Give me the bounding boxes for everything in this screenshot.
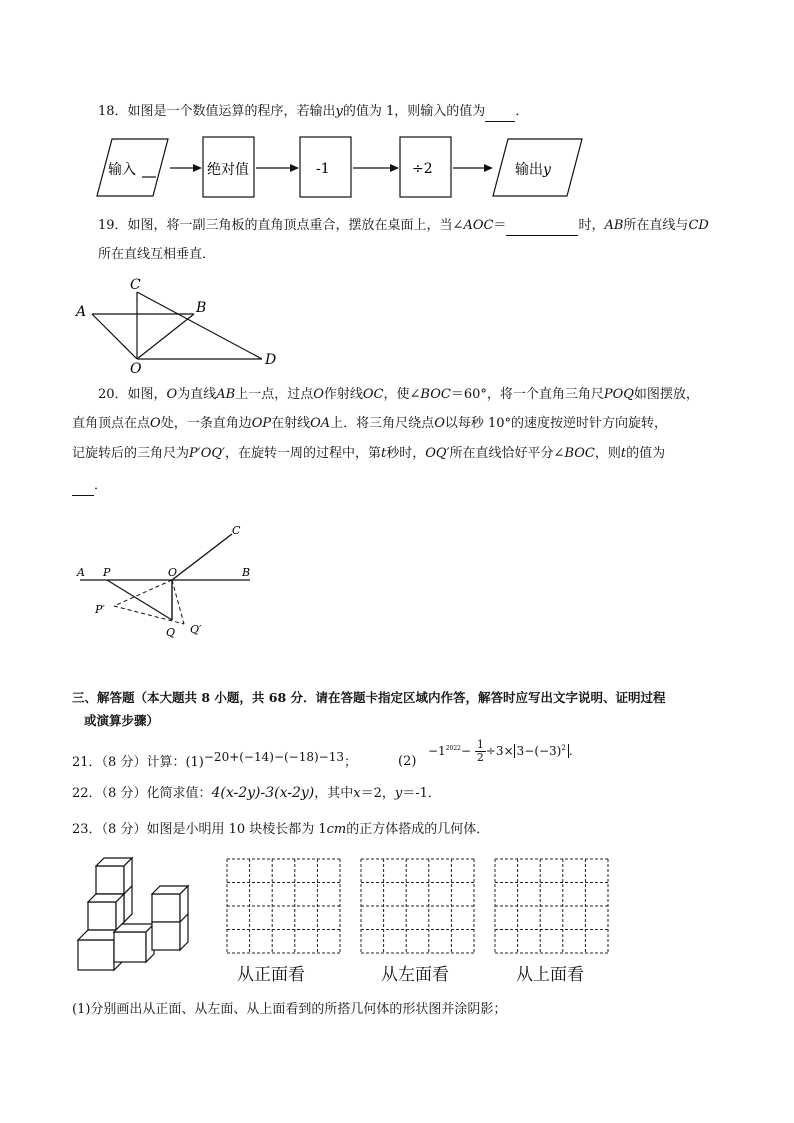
- caption-top-view: 从上面看: [516, 965, 584, 985]
- q20-line3: 记旋转后的三角尺为P′OQ′，在旋转一周的过程中，第t秒时，OQ′所在直线恰好平分∠BOC，则t的值为: [72, 446, 666, 461]
- q18-text: 18．如图是一个数值运算的程序，若输出y的值为 1，则输入的值为 ．: [98, 102, 528, 122]
- q21-expr2: $-1^{2022}-$ $\frac{1}{2}$ $\div 3\times 3-(-3)^2$ .: [428, 738, 573, 764]
- section3-heading: 三、解答题（本大题共 8 小题，共 68 分．请在答题卡指定区域内作答，解答时应写出文字说明、证明过程: [72, 690, 666, 705]
- q22-text: 22．（8 分）化简求值：4(x-2y)-3(x-2y)，其中x＝2，y＝-1．: [72, 785, 441, 801]
- q20-line2: 直角顶点在点O处，一条直角边OP在射线OA上．将三角尺绕点O以每秒 10°的速度按逆时针方向旋转，: [72, 416, 668, 431]
- q23-sub1: (1)分别画出从正面、从左面、从上面看到的所搭几何体的形状图并涂阴影；: [72, 1002, 507, 1017]
- caption-front-view: 从正面看: [237, 965, 305, 985]
- q18-answer-blank: [485, 107, 515, 122]
- q19-label-D: D: [265, 352, 277, 368]
- flow-div2-label: ÷2: [412, 161, 433, 177]
- flow-output-label: 输出y: [515, 162, 551, 178]
- q19-line2: 所在直线互相垂直．: [98, 247, 216, 262]
- section3-desc2: 或演算步骤）: [84, 713, 160, 728]
- q20-line1: 20．如图，O为直线AB上一点，过点O作射线OC，使∠BOC＝60°，将一个直角三角尺POQ如图摆放，: [98, 387, 699, 402]
- grid-left-view[interactable]: [360, 858, 480, 956]
- q20-figure: [72, 520, 262, 645]
- grid-front-view[interactable]: [226, 858, 346, 956]
- q21-part1: 21．（8 分）计算：(1)−20+(−14)−(−18)−13；: [72, 750, 358, 770]
- q23-cubes-figure: [76, 856, 196, 976]
- q23-text: 23．（8 分）如图是小明用 10 块棱长都为 1cm的正方体搭成的几何体．: [72, 822, 490, 837]
- caption-left-view: 从左面看: [381, 965, 449, 985]
- q18-flowchart: [90, 134, 590, 204]
- flow-input-label: 输入: [108, 162, 136, 178]
- q21-fraction: $\frac{1}{2}$: [476, 738, 484, 764]
- q19-label-A: A: [76, 304, 87, 320]
- q20-label-C: C: [232, 524, 241, 537]
- q19-line1: 19．如图，将一副三角板的直角顶点重合，摆放在桌面上，当∠AOC＝ 时，AB所在直线与CD: [98, 216, 709, 236]
- q20-label-Pprime: P′: [95, 603, 105, 616]
- q20-label-Qprime: Q′: [190, 623, 202, 636]
- q19-figure: [72, 274, 287, 374]
- q21-part2: (2): [398, 754, 417, 769]
- q20-label-A: A: [77, 566, 85, 579]
- flow-minus1-label: -1: [316, 161, 330, 177]
- q19-label-C: C: [130, 277, 141, 293]
- q21-abs-value: $3-(-3)^2$: [514, 744, 569, 758]
- q22-expression: 4(x-2y)-3(x-2y): [211, 785, 315, 801]
- q19-label-B: B: [196, 300, 207, 316]
- flow-abs-label: 绝对值: [207, 162, 249, 178]
- grid-top-view[interactable]: [494, 858, 614, 956]
- q20-line4: ．: [72, 476, 107, 496]
- q20-label-Q: Q: [166, 626, 176, 639]
- q20-label-B: B: [242, 566, 251, 579]
- q20-label-P: P: [103, 566, 111, 579]
- q19-label-O: O: [130, 361, 142, 374]
- q20-answer-blank: [72, 481, 94, 496]
- q19-answer-blank: [506, 221, 578, 236]
- q20-label-O: O: [168, 566, 178, 579]
